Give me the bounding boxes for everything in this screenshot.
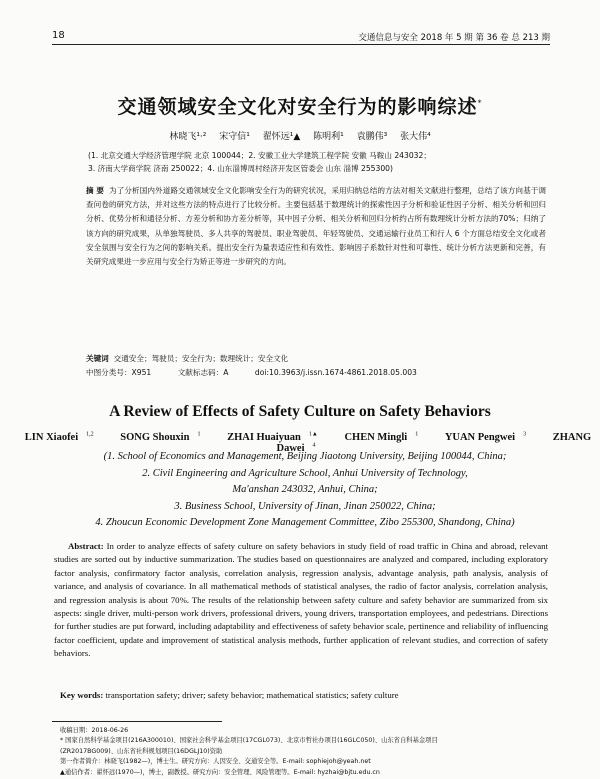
- english-affiliation-line: 4. Zhoucun Economic Development Zone Management Committee, Zibo 255300, Shandong, China): [95, 517, 515, 528]
- english-abstract-text: In order to analyze effects of safety culture on safety behaviors in study field of road traffic in China and abroad, relevant studies are sorted out by inductive summarization. The studies based on questionnaires are analyzed and compared, including exploratory factor analysis, confirmatory factor analysis, correlation analysis, regression analysis, advantage analysis, path analysis, analysis of variance, and analysis of covariance. In all mathematical methods of statistical analyses, the radio of factor analysis, correlation analysis, and regression analysis is about 70%. The results of the relationship between safety culture and safety behavior are summarized from six aspects: single driver, multi-person work drivers, professional drivers, young drivers, transportation employees, and pedestrians. Directions for further studies are put forward, including adaptability and effectiveness of safety behavior scale, pertinence and reliability of influencing factor coefficient, update and improvement of statistical analysis methods, further application of relevant studies, and correction of safety behaviors.: [54, 541, 549, 659]
- running-header: [52, 30, 550, 45]
- chinese-abstract-label: 摘 要: [86, 186, 105, 195]
- english-affiliation-line: 3. Business School, University of Jinan, Jinan 250022, China;: [174, 500, 436, 512]
- chinese-abstract-text: 为了分析国内外道路交通领域安全文化影响安全行为的研究状况，采用归纳总结的方法对相关文献进行整理，总结了该方向基于调查问卷的研究方法，并对这些方法的特点进行了比较分析。主要包括基于数理统计的探索性因子分析和验证性因子分析、相关分析和回归分析、优势分析和通径分析、方差分析和协方差分析等，其中因子分析、相关分析和回归分析约占所有数理统计分析方法的70%；归纳了该方向的研究成果，从单独驾驶员、多人共享的驾驶员、职业驾驶员、年轻驾驶员、交通运输行业员工和行人 6 个方面总结安全文化或者安全氛围与安全行为之间的影响关系。提出安全行为量表适应性和有效性、影响因子系数针对性和可靠性、统计分析方法更新和完善，有关研究成果进一步应用与安全行为矫正等进一步研究的方向。: [86, 186, 547, 267]
- footnote-divider: [52, 721, 222, 722]
- footnote-corresponding-author: ▲通信作者：翟怀远(1970—)，博士，副教授。研究方向：安全管理、风险管理等。E-mail: hyzhai@bjtu.edu.cn: [60, 768, 380, 776]
- chinese-affiliations: [88, 149, 540, 175]
- chinese-title-text: 交通领域安全文化对安全行为的影响综述: [117, 96, 478, 118]
- document-code: 文献标志码：A: [177, 368, 229, 377]
- chinese-affiliation-line: 3. 济南大学商学院 济南 250022；4. 山东淄博周村经济开发区管委会 山东 淄博 255300): [88, 164, 393, 173]
- chinese-keywords: [86, 353, 546, 364]
- author: CHEN Mingli $^1$: [344, 431, 419, 443]
- english-keywords-label: Key words:: [60, 690, 104, 700]
- classification-line: [86, 367, 546, 378]
- english-keywords-text: transportation safety; driver; safety behavior; mathematical statistics; safety culture: [105, 690, 399, 700]
- doi: doi:10.3963/j.issn.1674-4861.2018.05.003: [254, 368, 417, 377]
- footnotes: [60, 726, 550, 778]
- chinese-title: [0, 92, 600, 119]
- journal-info: 交通信息与安全 2018 年 5 期 第 36 卷 总 213 期: [358, 33, 550, 43]
- chinese-keywords-label: 关键词: [86, 354, 109, 363]
- chinese-keywords-text: 交通安全；驾驶员；安全行为；数理统计；安全文化: [113, 354, 289, 363]
- english-title: A Review of Effects of Safety Culture on Safety Behaviors: [109, 403, 491, 420]
- english-affiliations: [60, 449, 550, 532]
- author: SONG Shouxin $^1$: [120, 431, 201, 443]
- english-keywords: [60, 690, 548, 700]
- english-affiliation-line: Ma'anshan 243032, Anhui, China;: [232, 484, 378, 495]
- page-number: 18: [52, 30, 65, 41]
- footnote-received: 收稿日期：2018-06-26: [60, 727, 129, 734]
- author: LIN Xiaofei $^{1,2}$: [24, 431, 94, 443]
- author: ZHAI Huaiyuan $^{1▲}$: [227, 431, 318, 443]
- footnote-fund-cont: (ZR2017BG009)、山东省社科规划项目(16DGLJ10)资助: [60, 747, 223, 755]
- english-affiliation-line: 2. Civil Engineering and Agriculture School, Anhui University of Technology,: [142, 467, 468, 479]
- clc-number: 中图分类号：X951: [86, 368, 152, 377]
- footnote-first-author: 第一作者简介：林晓飞(1982—)，博士生。研究方向：人因安全、交通安全等。E-mail: sophiejoh@yeah.net: [60, 758, 371, 766]
- author: ZHANG Dawei $^4$: [276, 431, 592, 454]
- chinese-abstract: [86, 184, 546, 269]
- chinese-affiliation-line: (1. 北京交通大学经济管理学院 北京 100044；2. 安徽工业大学建筑工程学院 安徽 马鞍山 243032；: [88, 151, 431, 160]
- english-affiliation-line: (1. School of Economics and Management, Beijing Jiaotong University, Beijing 100044, China;: [103, 451, 507, 462]
- author: YUAN Pengwei $^3$: [444, 431, 527, 443]
- footnote-fund: * 国家自然科学基金项目(216A300010)、国家社会科学基金项目(17CGL073)、北京市哲社办项目(16GLC050)、山东省自科基金项目: [60, 737, 438, 745]
- english-abstract: [54, 540, 548, 661]
- title-footnote-mark: *: [477, 98, 483, 108]
- english-abstract-label: Abstract:: [68, 541, 104, 551]
- chinese-authors: 林晓飞¹·² 宋守信¹ 翟怀远¹▲ 陈明利¹ 袁鹏伟³ 张大伟⁴: [169, 132, 431, 142]
